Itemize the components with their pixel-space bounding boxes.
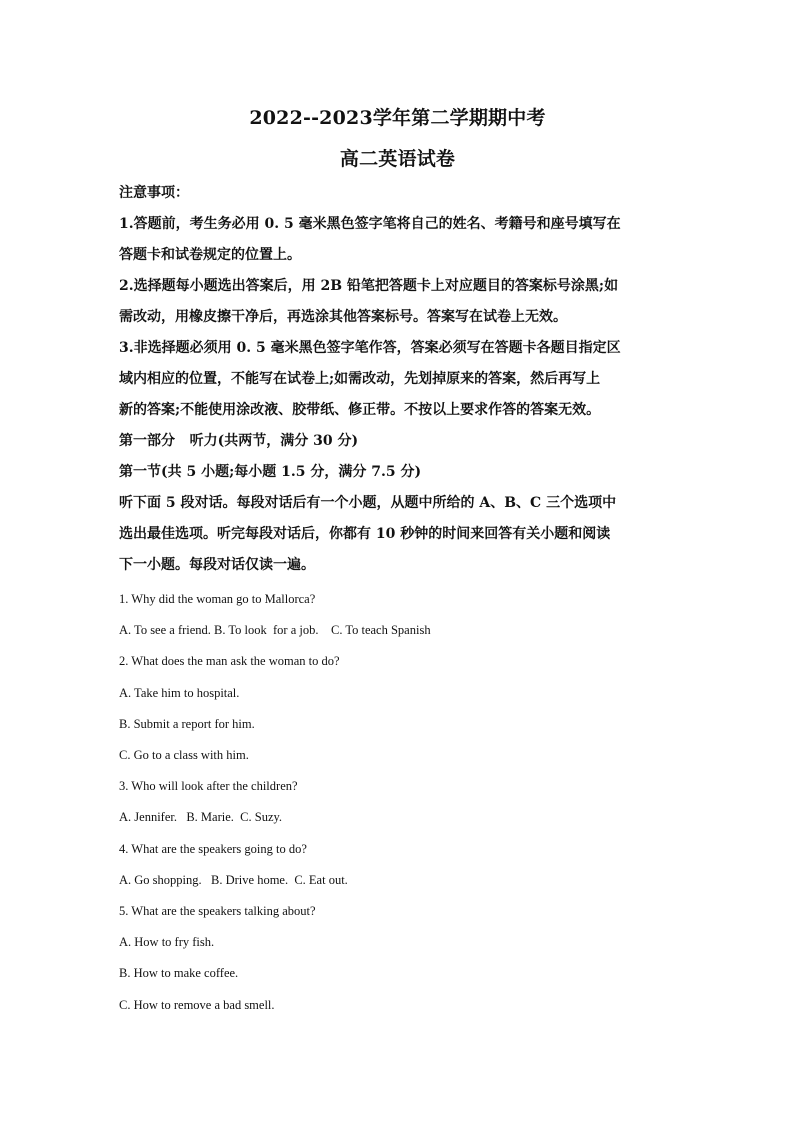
question-3: 3. Who will look after the children? (119, 779, 298, 794)
subsection-heading: 第一节(共 5 小题;每小题 1.5 分，满分 7.5 分) (119, 464, 422, 480)
notes-line: 1.答题前，考生务必用 0. 5 毫米黑色签字笔将自己的姓名、考籍号和座号填写在 (119, 216, 621, 232)
notes-line: 新的答案;不能使用涂改液、胶带纸、修正带。不按以上要求作答的答案无效。 (119, 402, 601, 418)
question-3-options: A. Jennifer. B. Marie. C. Suzy. (119, 810, 283, 825)
notes-line: 2.选择题每小题选出答案后，用 2B 铅笔把答题卡上对应题目的答案标号涂黑;如 (119, 278, 619, 294)
question-2: 2. What does the man ask the woman to do? (119, 654, 340, 669)
question-4-options: A. Go shopping. B. Drive home. C. Eat out. (119, 872, 348, 887)
exam-title: 2022--2023学年第二学期期中考 (249, 107, 546, 129)
question-4: 4. What are the speakers going to do? (119, 841, 307, 856)
question-5-option-b: B. How to make coffee. (119, 966, 239, 981)
notes-line: 3.非选择题必须用 0. 5 毫米黑色签字笔作答，答案必须写在答题卡各题目指定区 (119, 340, 621, 356)
instruction-line: 选出最佳选项。听完每段对话后，你都有 10 秒钟的时间来回答有关小题和阅读 (119, 526, 611, 542)
question-2-option-a: A. Take him to hospital. (119, 685, 240, 700)
question-1-options: A. To see a friend. B. To look for a job. C. To teach Spanish (119, 623, 431, 638)
notes-section (119, 178, 676, 426)
listening-section (119, 426, 676, 581)
notes-line: 需改动，用橡皮擦干净后，再选涂其他答案标号。答案写在试卷上无效。 (119, 309, 567, 325)
question-5-option-c: C. How to remove a bad smell. (119, 997, 275, 1012)
question-list (119, 584, 676, 1021)
notes-heading: 注意事项： (119, 185, 189, 201)
exam-subtitle: 高二英语试卷 (339, 148, 456, 170)
instruction-line: 下一小题。每段对话仅读一遍。 (119, 557, 315, 573)
notes-line: 域内相应的位置，不能写在试卷上;如需改动，先划掉原来的答案，然后再写上 (119, 371, 601, 387)
question-5: 5. What are the speakers talking about? (119, 904, 316, 919)
question-5-option-a: A. How to fry fish. (119, 935, 215, 950)
notes-line: 答题卡和试卷规定的位置上。 (119, 247, 301, 263)
instruction-line: 听下面 5 段对话。每段对话后有一个小题，从题中所给的 A、B、C 三个选项中 (119, 495, 617, 511)
question-1: 1. Why did the woman go to Mallorca? (119, 592, 316, 606)
question-2-option-c: C. Go to a class with him. (119, 748, 249, 763)
question-2-option-b: B. Submit a report for him. (119, 716, 255, 731)
part-heading: 第一部分 听力(共两节，满分 30 分) (119, 433, 359, 449)
